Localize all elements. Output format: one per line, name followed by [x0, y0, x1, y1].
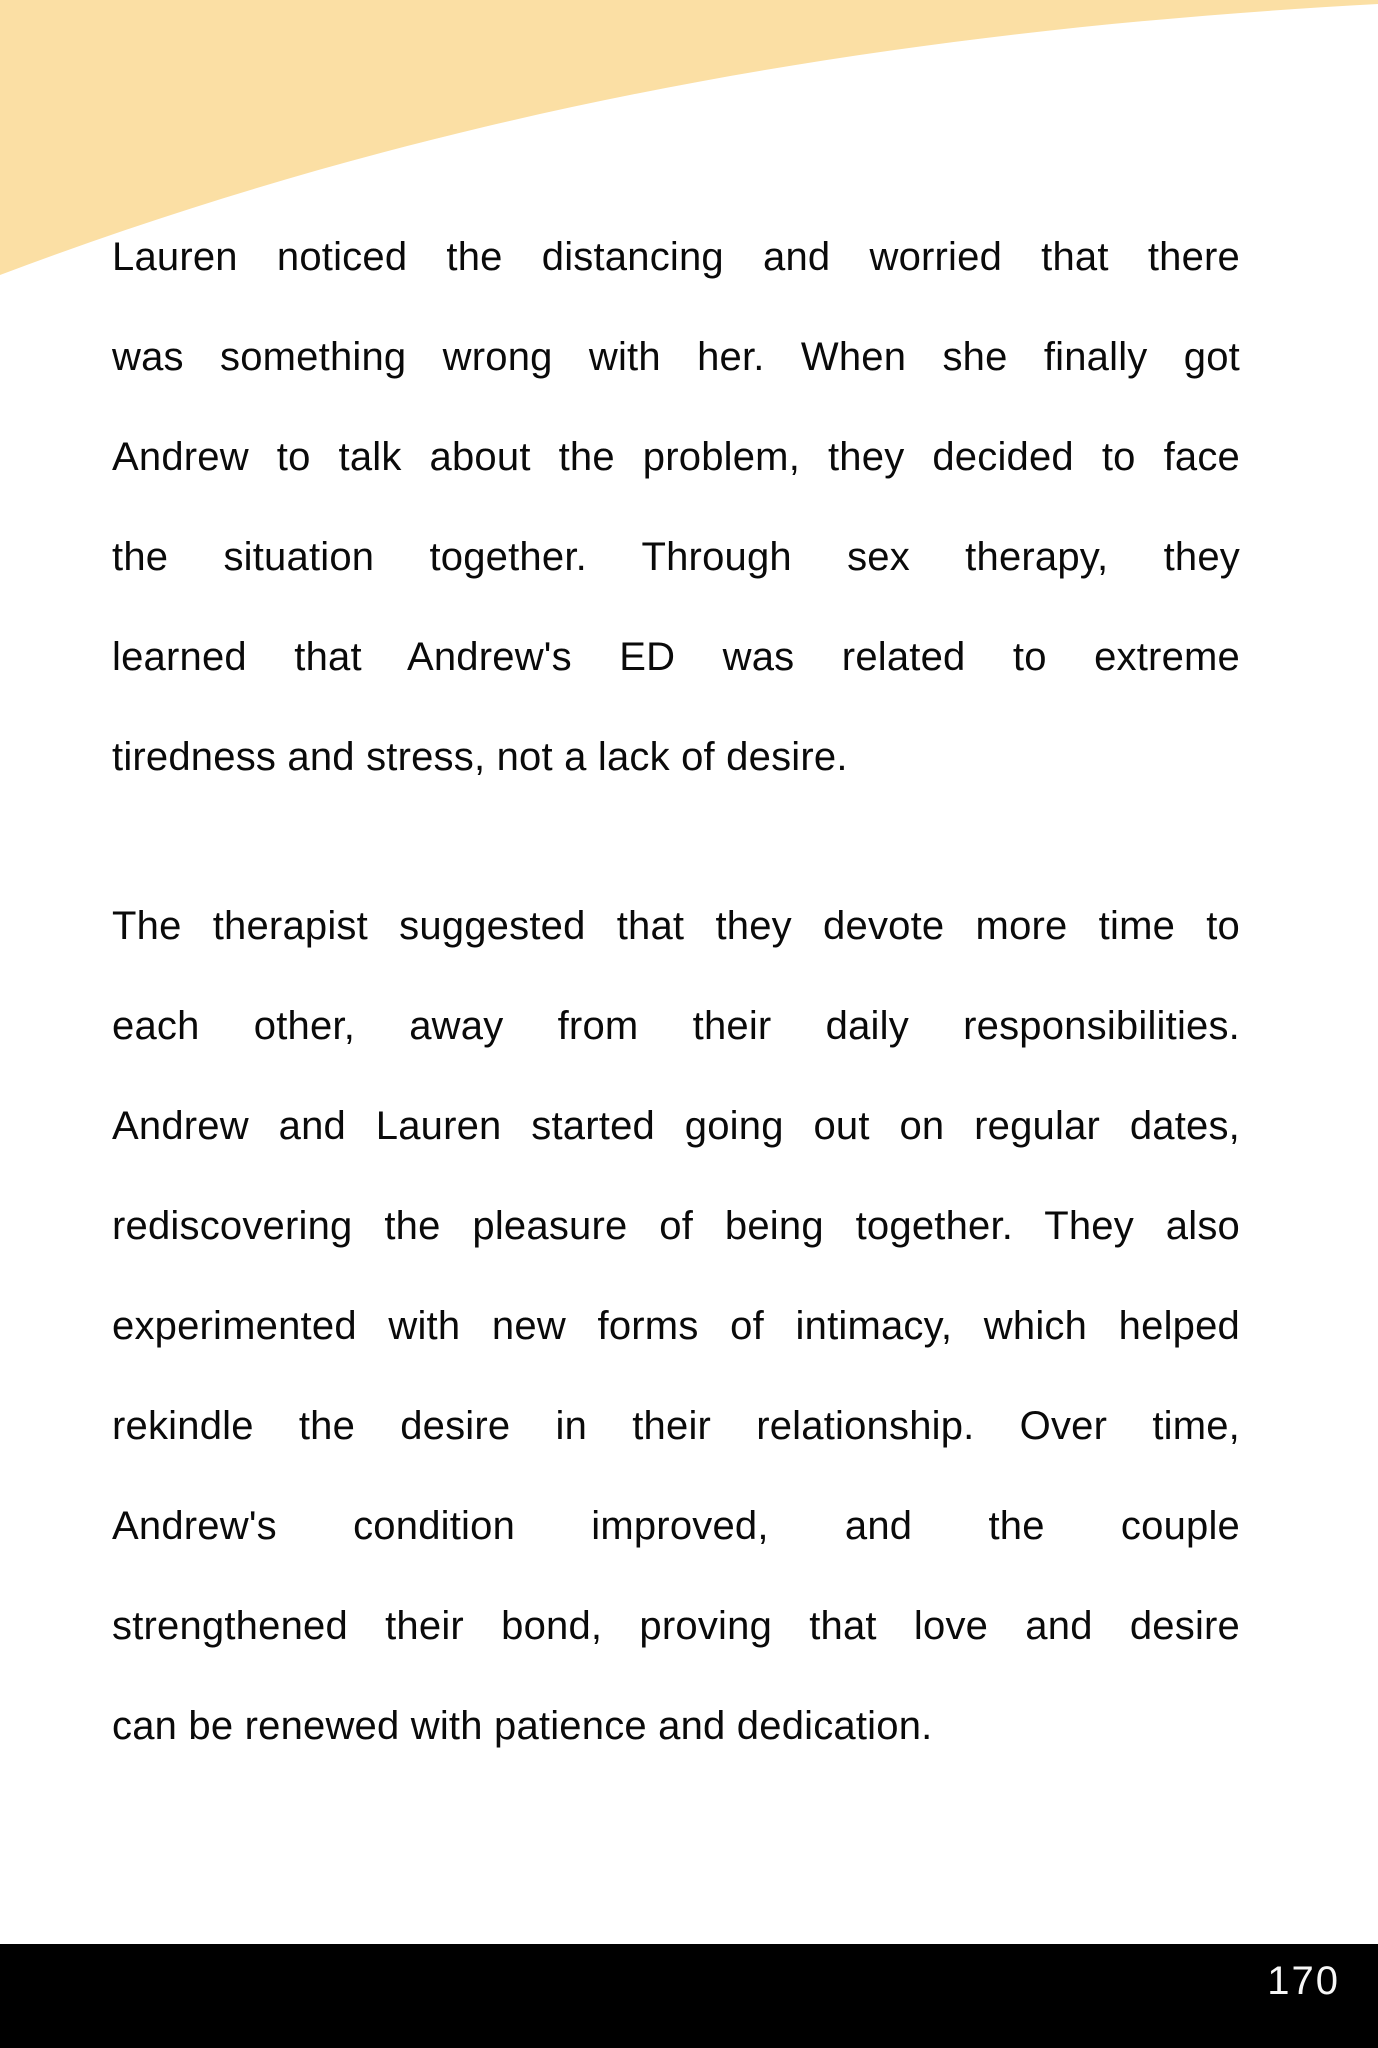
text-line: strengthened their bond, proving that love and desire [112, 1604, 1240, 1648]
text-line: Andrew to talk about the problem, they decided to face [112, 435, 1240, 479]
text-line: can be renewed with patience and dedication. [112, 1704, 933, 1748]
text-line: rekindle the desire in their relationship. Over time, [112, 1404, 1240, 1448]
text-line: experimented with new forms of intimacy, which helped [112, 1304, 1240, 1348]
text-line: Andrew and Lauren started going out on regular dates, [112, 1104, 1240, 1148]
text-line: Andrew's condition improved, and the couple [112, 1504, 1240, 1548]
page-number: 170 [1267, 1959, 1340, 2003]
body-text [112, 207, 1240, 1776]
text-line: Lauren noticed the distancing and worried that there [112, 235, 1240, 279]
paragraph-1 [112, 207, 1240, 807]
text-line: the situation together. Through sex therapy, they [112, 535, 1240, 579]
text-line: The therapist suggested that they devote more time to [112, 904, 1240, 948]
text-line: tiredness and stress, not a lack of desire. [112, 735, 848, 779]
paragraph-2 [112, 876, 1240, 1776]
text-line: each other, away from their daily responsibilities. [112, 1004, 1240, 1048]
text-line: was something wrong with her. When she finally got [112, 335, 1240, 379]
footer-bar [0, 1944, 1378, 2048]
text-line: rediscovering the pleasure of being together. They also [112, 1204, 1240, 1248]
text-line: learned that Andrew's ED was related to extreme [112, 635, 1240, 679]
